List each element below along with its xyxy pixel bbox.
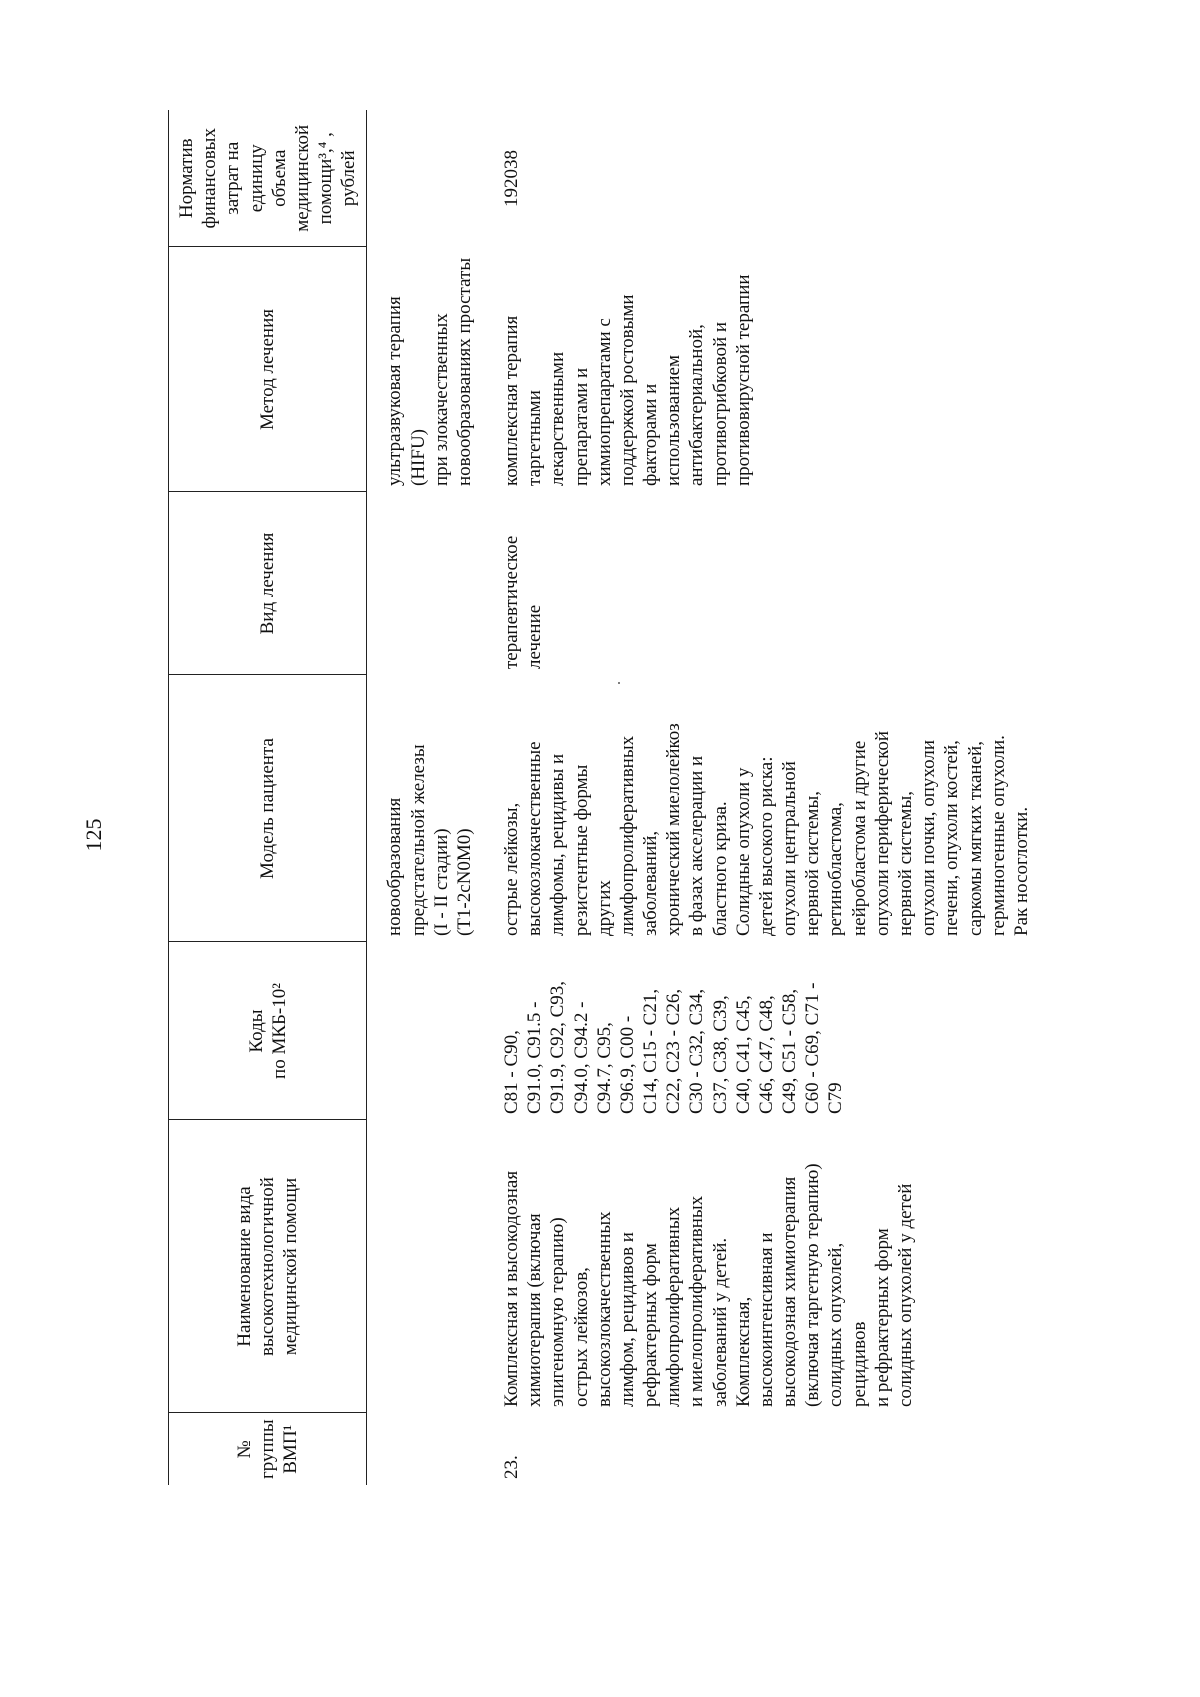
- cell-icd-codes: C81 - C90, C91.0, C91.5 - C91.9, C92, C93, C94.0, C94.2 - C94.7, C95, C96.9, C00 - C14, C15 - C21, C22, C23 - C26, C30 - C32, C34, C37, C38, C39, C40, C41, C45, C46, C47, C48, C49, C51 - C58, C60 - C69, C71 - C79: [501, 980, 847, 1114]
- cell-patient-model: новообразования предстательной железы (I - II стадии) (T1-2cN0M0): [384, 744, 475, 936]
- header-treatment-method: Метод лечения: [169, 247, 367, 492]
- cell-treatment-method: комплексная терапия таргетными лекарственными препаратами и химиопрепаратами с поддержкой ростовыми факторами и использованием антибактериальной, противогрибковой и противовирусной терапии: [501, 274, 754, 486]
- table-row: [484, 110, 1041, 1485]
- table-header: [169, 110, 367, 1485]
- cell-icd-codes: [367, 942, 484, 1120]
- cell-group-number: [367, 1413, 484, 1485]
- cell-care-type-name: Комплексная и высокодозная химиотерапия (включая эпигеномную терапию) острых лейкозов, высокозлокачественных лимфом, рецидивов и рефрактерных форм лимфопролиферативных и миелопролиферативных заболеваний у детей. Комплексная, высокоинтенсивная и высокодозная химиотерапия (включая таргетную терапию) солидных опухолей, рецидивов и рефрактерных форм солидных опухолей у детей: [501, 1163, 916, 1407]
- header-group-number: № группы ВМП¹: [233, 1419, 302, 1479]
- header-cost-norm: Норматив финансовых затрат на единицу объема медицинской помощи³,⁴ , рублей: [169, 110, 367, 247]
- header-patient-model: Модель пациента: [169, 675, 367, 942]
- cell-treatment-kind: [367, 492, 484, 675]
- cell-group-number: 23.: [501, 1455, 523, 1479]
- cell-patient-model: острые лейкозы, высокозлокачественные лимфомы, рецидивы и резистентные формы других лимфопролиферативных заболеваний, хронический миелолейкоз в фазах акселерации и бластного криза. Солидные опухоли у детей высокого риска: опухоли центральной нервной системы, ретинобластома, нейробластома и другие опухоли периферической нервной системы, опухоли почки, опухоли печени, опухоли костей, саркомы мягких тканей, герминогенные опухоли. Рак носоглотки.: [501, 723, 1032, 936]
- cell-cost-norm: 192038: [501, 150, 523, 207]
- page-number: 125: [81, 818, 106, 852]
- header-icd-codes: Коды по МКБ-10²: [169, 942, 367, 1120]
- cell-treatment-method: ультразвуковая терапия (HIFU) при злокачественных новообразованиях простаты: [384, 257, 475, 486]
- rotated-table-container: [168, 110, 1180, 1485]
- cell-care-type-name: [367, 1120, 484, 1413]
- cell-cost-norm: [367, 110, 484, 247]
- cell-treatment-kind: терапевтическое лечение: [501, 535, 546, 669]
- table-row: [367, 110, 484, 1485]
- header-treatment-kind: Вид лечения: [169, 492, 367, 675]
- header-care-type-name: Наименование вида высокотехнологичной медицинской помощи: [169, 1120, 367, 1413]
- vmp-table: [168, 110, 1041, 1485]
